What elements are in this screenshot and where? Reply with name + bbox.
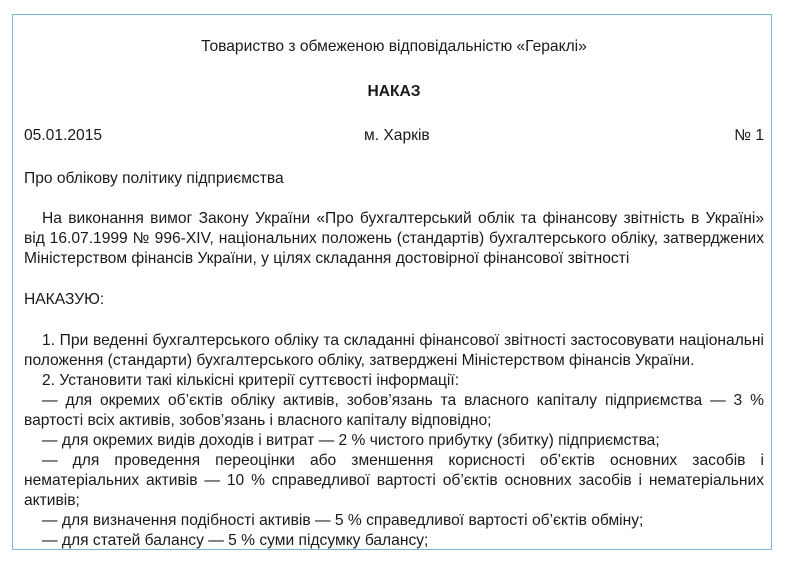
order-word: НАКАЗУЮ: <box>24 291 105 308</box>
order-items <box>24 331 764 551</box>
document-date: 05.01.2015 <box>24 127 103 144</box>
order-item-2: 2. Установити такі кількісні критерії суттєвості інформації: <box>42 372 460 389</box>
document-meta <box>24 126 764 146</box>
document-title: НАКАЗ <box>367 83 421 100</box>
criteria-item-revaluation: — для проведення переоцінки або зменшення корисності об’єктів основних засобів і нематеріальних активів — 10 % справедливої вартості об’єктів основних засобів і нематеріальних активів; <box>24 452 764 509</box>
document-number: № 1 <box>734 127 764 144</box>
organization-name: Товариство з обмеженою відповідальністю «Гераклі» <box>201 38 587 55</box>
criteria-item-balance: — для статей балансу — 5 % суми підсумку балансу; <box>42 532 429 549</box>
criteria-item-income: — для окремих видів доходів і витрат — 2 % чистого прибутку (збитку) підприємства; <box>42 432 660 449</box>
order-document <box>24 36 764 551</box>
criteria-item-similarity: — для визначення подібності активів — 5 % справедливої вартості об’єктів обміну; <box>42 512 644 529</box>
document-preamble: На виконання вимог Закону України «Про бухгалтерський облік та фінансову звітність в Україні» від 16.07.1999 № 996-XIV, національних положень (стандартів) бухгалтерського обліку, затверджених Міністерством фінансів України, у цілях складання достовірної фінансової звітності <box>24 210 764 267</box>
order-item-1: 1. При веденні бухгалтерського обліку та складанні фінансової звітності застосовувати національні положення (стандарти) бухгалтерського обліку, затверджені Міністерством фінансів України. <box>24 332 764 369</box>
document-subject: Про облікову політику підприємства <box>24 170 284 187</box>
document-city: м. Харків <box>364 127 430 144</box>
criteria-item-capital: — для окремих об’єктів обліку активів, зобов’язань та власного капіталу підприємства — 3 % вартості всіх активів, зобов’язань і власного капіталу відповідно; <box>24 392 764 429</box>
